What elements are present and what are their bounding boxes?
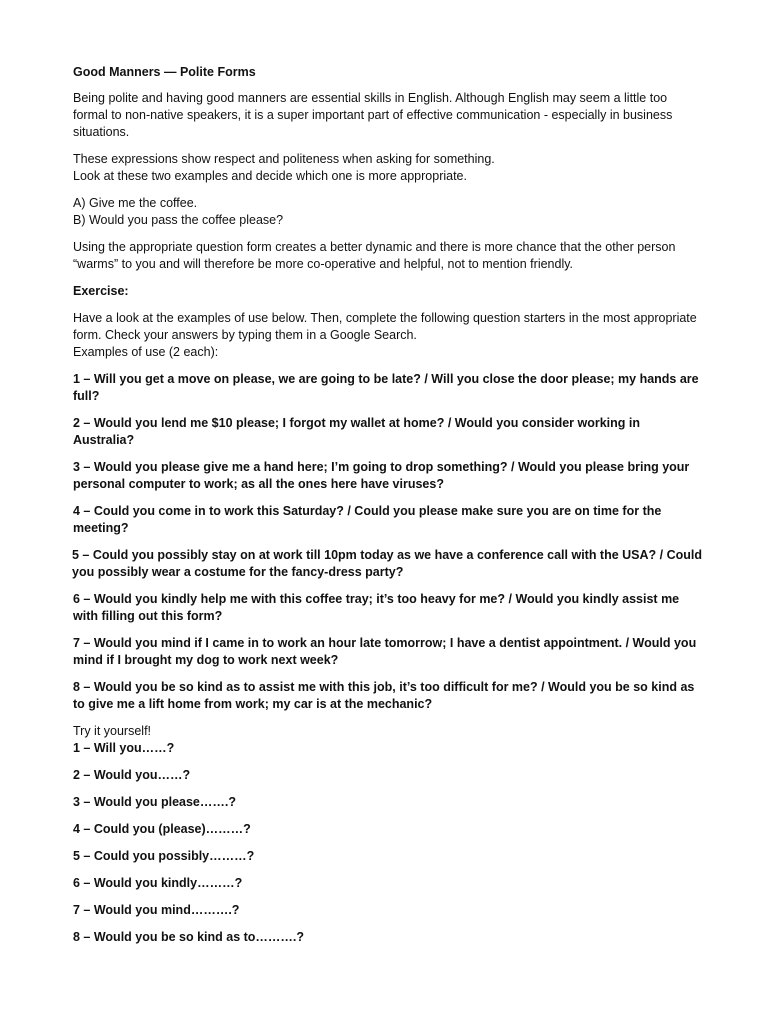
example-item-1: 1 – Will you get a move on please, we are going to be late? / Will you close the door please; my hands are full? — [73, 372, 699, 403]
try-item-2: 2 – Would you……? — [73, 768, 191, 782]
document-title: Good Manners — Polite Forms — [73, 65, 256, 79]
option-a: A) Give me the coffee. — [73, 196, 198, 210]
example-item-6: 6 – Would you kindly help me with this coffee tray; it’s too heavy for me? / Would you kindly assist me with filling out this form? — [73, 592, 680, 623]
dynamic-paragraph: Using the appropriate question form creates a better dynamic and there is more chance that the other person “warms” to you and will therefore be more co-operative and helpful, not to mention friendly. — [73, 240, 676, 271]
try-item-7: 7 – Would you mind……….? — [73, 903, 240, 917]
expressions-paragraph — [73, 151, 703, 185]
example-item-7: 7 – Would you mind if I came in to work an hour late tomorrow; I have a dentist appointment. / Would you mind if I brought my dog to work next week? — [73, 636, 697, 667]
document-page — [73, 64, 703, 956]
example-item-5: 5 – Could you possibly stay on at work till 10pm today as we have a conference call with the USA? / Could you possibly wear a costume for the fancy-dress party? — [72, 548, 703, 579]
try-item-3: 3 – Would you please…….? — [73, 795, 236, 809]
example-item-3: 3 – Would you please give me a hand here; I’m going to drop something? / Would you please bring your personal computer to work; as all the ones here have viruses? — [73, 460, 690, 491]
expressions-line-2: Look at these two examples and decide which one is more appropriate. — [73, 169, 467, 183]
option-b: B) Would you pass the coffee please? — [73, 213, 284, 227]
examples-heading: Examples of use (2 each): — [73, 345, 219, 359]
example-item-2: 2 – Would you lend me $10 please; I forgot my wallet at home? / Would you consider working in Australia? — [73, 416, 640, 447]
try-item-6: 6 – Would you kindly………? — [73, 876, 243, 890]
options-block — [73, 195, 703, 229]
expressions-line-1: These expressions show respect and politeness when asking for something. — [73, 152, 495, 166]
instructions-block — [73, 310, 703, 361]
try-item-4: 4 – Could you (please)………? — [73, 822, 251, 836]
example-item-4: 4 – Could you come in to work this Saturday? / Could you please make sure you are on time for the meeting? — [73, 504, 662, 535]
intro-paragraph: Being polite and having good manners are essential skills in English. Although English may seem a little too formal to non-native speakers, it is a super important part of effective communication - especially in business situations. — [73, 91, 673, 139]
try-item-8: 8 – Would you be so kind as to……….? — [73, 930, 305, 944]
exercise-heading: Exercise: — [73, 284, 129, 298]
try-heading: Try it yourself! — [73, 724, 152, 738]
instructions-text: Have a look at the examples of use below. Then, complete the following question starters in the most appropriate form. Check your answers by typing them in a Google Search. — [73, 311, 697, 342]
example-item-8: 8 – Would you be so kind as to assist me with this job, it’s too difficult for me? / Would you be so kind as to give me a lift home from work; my car is at the mechanic? — [73, 680, 695, 711]
try-item-1: 1 – Will you……? — [73, 741, 175, 755]
try-item-5: 5 – Could you possibly………? — [73, 849, 255, 863]
